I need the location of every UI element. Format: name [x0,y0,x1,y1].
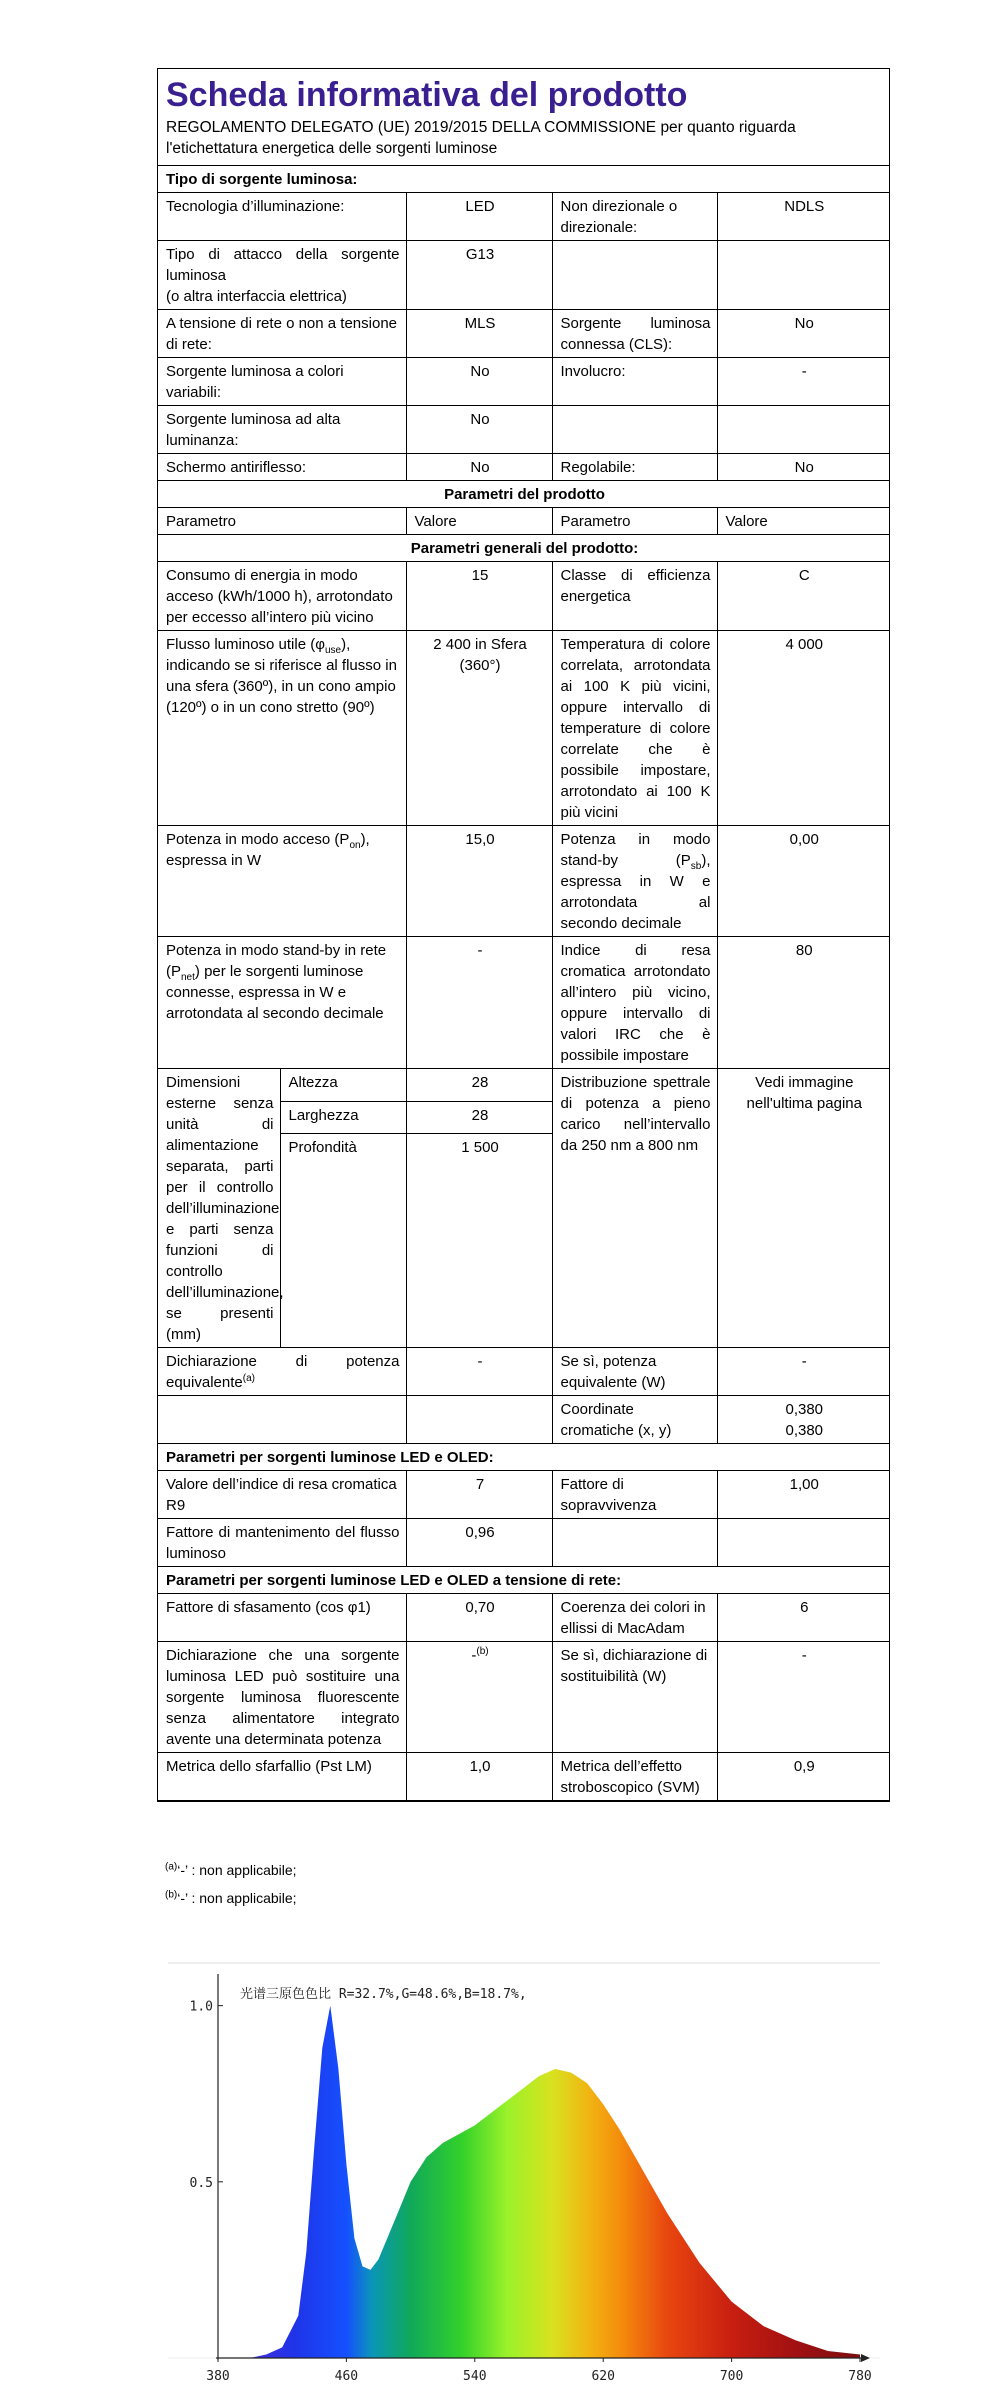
param-label: Sorgente luminosa connessa (CLS): [552,310,717,358]
empty-cell [717,406,889,454]
section-row [158,166,889,193]
column-header-param: Parametro [552,508,717,535]
empty-cell [552,406,717,454]
dimension-label: Altezza [280,1069,406,1102]
section-row [158,535,889,562]
param-value: 1,0 [406,1753,552,1801]
table-row [158,310,889,358]
table-row [158,826,889,937]
x-tick-label: 460 [334,2369,359,2384]
param-label: Se sì, dichiarazione di sostituibilità (W) [552,1642,717,1753]
label-text: Dichiarazione di potenza equivalente [166,1353,400,1391]
dimension-label: Profondità [280,1134,406,1348]
spectral-distribution-chart [168,1962,880,2388]
param-label: Valore dell’indice di resa cromatica R9 [158,1471,406,1519]
param-value: 2 400 in Sfera (360°) [406,631,552,826]
param-label: Coordinate cromatiche (x, y) [552,1396,717,1444]
param-value: 80 [717,937,889,1069]
param-label [552,826,717,937]
param-label: Distribuzione spettrale di potenza a pieno carico nell’intervallo da 250 nm a 800 nm [552,1069,717,1348]
param-label: A tensione di rete o non a tensione di rete: [158,310,406,358]
footnote-text: ‘-’ : non applicabile; [177,1890,297,1906]
x-tick-label: 620 [591,2369,615,2384]
section-heading-source-type: Tipo di sorgente luminosa: [158,166,889,193]
section-row [158,1567,889,1594]
param-label: Indice di resa cromatica arrotondato all’intero più vicino, oppure intervallo di valori IRC che è possibile impostare [552,937,717,1069]
product-information-sheet [157,68,890,1802]
y-tick-label: 0.5 [189,2175,213,2191]
param-value: No [717,454,889,481]
param-value: Vedi immagine nell'ultima pagina [717,1069,889,1348]
cap-label-note: (o altra interfaccia elettrica) [166,288,347,305]
param-label: Metrica dello sfarfallio (Pst LM) [158,1753,406,1801]
table-row [158,1594,889,1642]
table-row [158,1471,889,1519]
table-row [158,454,889,481]
section-row [158,1444,889,1471]
empty-cell [552,1519,717,1567]
param-label: Regolabile: [552,454,717,481]
param-label: Temperatura di colore correlata, arrotondata ai 100 K più vicini, oppure intervallo di temperature di colore correlate che è possibile impostare, arrotondato ai 100 K più vicini [552,631,717,826]
subscript: on [349,840,361,851]
x-tick-label: 380 [206,2369,230,2384]
label-text: Potenza in modo acceso (P [166,831,350,848]
param-label [158,1348,406,1396]
value-text: - [471,1647,477,1664]
section-row [158,481,889,508]
param-label [158,631,406,826]
column-header-value: Valore [717,508,889,535]
param-value [717,1396,889,1444]
empty-cell [552,241,717,310]
table-row [158,1069,889,1102]
param-value: G13 [406,241,552,310]
param-label: Sorgente luminosa ad alta luminanza: [158,406,406,454]
param-label: Fattore di sopravvivenza [552,1471,717,1519]
empty-cell [717,241,889,310]
param-value: No [406,358,552,406]
label-text: ), espressa in W e arrotondata al secondo decimale [560,852,711,932]
param-label: Fattore di mantenimento del flusso luminoso [158,1519,406,1567]
param-label [158,241,406,310]
empty-cell [158,1396,406,1444]
table-row [158,1519,889,1567]
empty-cell [717,1519,889,1567]
footnote-mark: (a) [242,1373,255,1384]
param-value: C [717,562,889,631]
param-label: Dimensioni esterne senza unità di alimentazione separata, parti per il controllo dell’illuminazione e parti senza funzioni di controllo dell’illuminazione, se presenti (mm) [158,1069,280,1348]
param-value: 15,0 [406,826,552,937]
table-row [158,1396,889,1444]
table-row [158,631,889,826]
param-value: - [717,358,889,406]
param-value: 1,00 [717,1471,889,1519]
table-row [158,241,889,310]
param-value: 4 000 [717,631,889,826]
dimension-value: 28 [406,1069,552,1102]
regulation-reference: REGOLAMENTO DELEGATO (UE) 2019/2015 DELLA COMMISSIONE per quanto riguarda l'etichettatura energetica delle sorgenti luminose [158,117,889,166]
param-value: - [717,1642,889,1753]
footnote-b [165,1888,297,1908]
product-table [158,166,889,1801]
param-label: Dichiarazione che una sorgente luminosa LED può sostituire una sorgente luminosa fluorescente senza alimentatore integrato avente una determinata potenza [158,1642,406,1753]
cap-label-line: Tipo di attacco della sorgente luminosa [166,246,400,284]
param-value: 0,96 [406,1519,552,1567]
param-value [406,1642,552,1753]
table-row [158,937,889,1069]
x-tick-label: 700 [719,2369,744,2384]
x-tick-label: 540 [463,2369,487,2384]
param-value: - [717,1348,889,1396]
param-value: MLS [406,310,552,358]
param-value: 0,00 [717,826,889,937]
column-header-row [158,508,889,535]
dimension-label: Larghezza [280,1101,406,1134]
param-label: Fattore di sfasamento (cos φ1) [158,1594,406,1642]
param-value: - [406,1348,552,1396]
subscript: net [181,972,195,983]
param-label: Non direzionale o direzionale: [552,193,717,241]
column-header-value: Valore [406,508,552,535]
page-title: Scheda informativa del prodotto [166,76,688,114]
param-value: 15 [406,562,552,631]
table-row [158,406,889,454]
param-value: 7 [406,1471,552,1519]
chart-title: 光谱三原色色比 R=32.7%,G=48.6%,B=18.7%, [240,1987,527,2002]
param-label: Involucro: [552,358,717,406]
param-label: Coerenza dei colori in ellissi di MacAdam [552,1594,717,1642]
label-text: ), indicando se si riferisce al flusso in una sfera (360º), in un cono ampio (120º) o in un cono stretto (90º) [166,636,397,716]
param-value: NDLS [717,193,889,241]
label-text: Potenza in modo stand-by (P [560,831,711,869]
column-header-param: Parametro [158,508,406,535]
footnote-text: ‘-’ : non applicabile; [177,1862,297,1878]
section-heading-led: Parametri per sorgenti luminose LED e OLED: [158,1444,889,1471]
table-row [158,1348,889,1396]
label-text: ), espressa in W [166,831,370,869]
param-value: 0,9 [717,1753,889,1801]
param-label: Classe di efficienza energetica [552,562,717,631]
x-tick-label: 780 [848,2369,872,2384]
empty-cell [406,1396,552,1444]
param-value: No [406,454,552,481]
param-value: No [717,310,889,358]
chroma-y: 0,380 [785,1422,824,1439]
table-row [158,562,889,631]
dimension-value: 1 500 [406,1134,552,1348]
table-row [158,193,889,241]
table-row [158,1753,889,1801]
chroma-x: 0,380 [785,1401,824,1418]
footnote-mark: (b) [476,1646,489,1657]
label-text: Flusso luminoso utile (φ [166,636,325,653]
y-tick-label: 1.0 [189,1999,213,2015]
param-label: Metrica dell’effetto stroboscopico (SVM) [552,1753,717,1801]
section-heading-product-params: Parametri del prodotto [158,481,889,508]
param-label: Tecnologia d’illuminazione: [158,193,406,241]
section-heading-general: Parametri generali del prodotto: [158,535,889,562]
subscript: sb [690,861,702,872]
section-heading-mains-led: Parametri per sorgenti luminose LED e OLED a tensione di rete: [158,1567,889,1594]
table-row [158,1642,889,1753]
footnote-a [165,1860,297,1880]
dimension-value: 28 [406,1101,552,1134]
label-text: Potenza in modo stand-by in rete (P [166,942,387,980]
param-value: No [406,406,552,454]
label-text: ) per le sorgenti luminose connesse, espressa in W e arrotondata al secondo decimale [166,963,384,1022]
footnote-mark: (b) [165,1889,178,1901]
param-value: - [406,937,552,1069]
table-row [158,358,889,406]
param-label: Sorgente luminosa a colori variabili: [158,358,406,406]
subscript: use [324,645,342,656]
param-label [158,826,406,937]
param-label: Schermo antiriflesso: [158,454,406,481]
param-value: LED [406,193,552,241]
param-value: 6 [717,1594,889,1642]
param-label: Consumo di energia in modo acceso (kWh/1000 h), arrotondato per eccesso all’intero più vicino [158,562,406,631]
param-label: Se sì, potenza equivalente (W) [552,1348,717,1396]
param-value: 0,70 [406,1594,552,1642]
footnote-mark: (a) [165,1861,178,1873]
param-label [158,937,406,1069]
